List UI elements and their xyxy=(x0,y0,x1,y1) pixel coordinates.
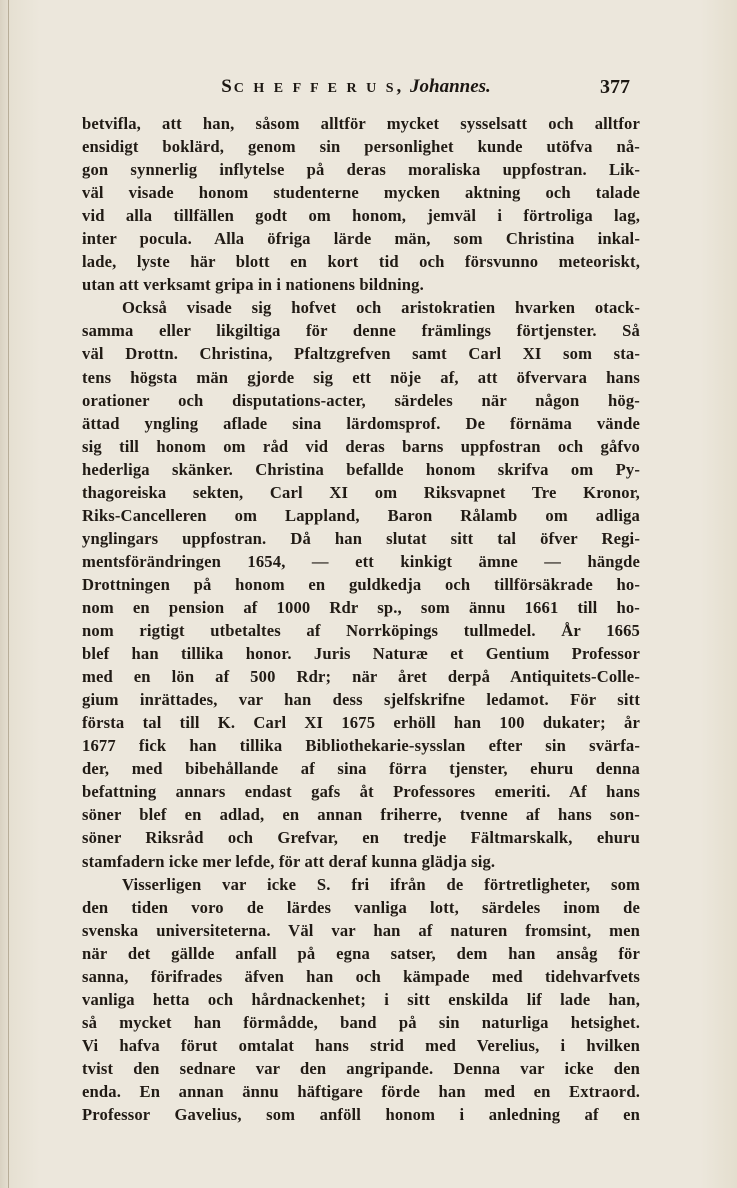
text-line: thagoreiska sekten, Carl XI om Riksvapnet Tre Kronor, xyxy=(82,482,640,502)
text-line: mentsförändringen 1654, — ett kinkigt ämne — hängde xyxy=(82,551,640,571)
text-line: Visserligen var icke S. fri ifrån de förtretligheter, som xyxy=(122,874,640,894)
text-line: tvist den sednare var den angripande. Denna var icke den xyxy=(82,1058,640,1078)
text-line: nom rigtigt utbetaltes af Norrköpings tullmedel. År 1665 xyxy=(82,621,640,641)
text-line: den tiden voro de lärdes vanliga lott, särdeles inom de xyxy=(82,897,640,917)
text-line: lade, lyste här blott en kort tid och försvunno meteoriskt, xyxy=(82,252,640,272)
running-head-separator: , xyxy=(396,76,411,97)
text-line: utan att verksamt gripa in i nationens bildning. xyxy=(82,275,424,295)
text-line: när det gällde anfall på egna satser, dem han ansåg för xyxy=(82,943,640,963)
text-line: vanliga hetta och hårdnackenhet; i sitt enskilda lif lade han, xyxy=(82,989,640,1009)
text-line: hederliga skänker. Christina befallde honom skrifva om Py- xyxy=(82,459,640,479)
text-line: Professor Gavelius, som anföll honom i anledning af en xyxy=(82,1105,640,1125)
text-line: gon synnerlig inflytelse på deras moraliska uppfostran. Lik- xyxy=(82,160,640,180)
text-line: första tal till K. Carl XI 1675 erhöll han 100 dukater; år xyxy=(82,713,640,733)
body-text xyxy=(82,112,640,1126)
running-head xyxy=(82,76,630,98)
text-line: enda. En annan ännu häftigare förde han med en Extraord. xyxy=(82,1081,640,1101)
text-line: söner Riksråd och Grefvar, en tredje Fältmarskalk, ehuru xyxy=(82,828,640,848)
text-line: Också visade sig hofvet och aristokratien hvarken otack- xyxy=(122,298,640,318)
text-line: sig till honom om råd vid deras barns uppfostran och gåfvo xyxy=(82,436,640,456)
text-line: söner blef en adlad, en annan friherre, tvenne af hans son- xyxy=(82,805,640,825)
page-number: 377 xyxy=(600,76,630,98)
running-head-name: Johannes. xyxy=(410,76,491,97)
text-line: orationer och disputations-acter, särdeles när någon hög- xyxy=(82,390,640,410)
text-line: betvifla, att han, såsom alltför mycket sysselsatt och alltfor xyxy=(82,114,640,133)
text-line: nom en pension af 1000 Rdr sp., som ännu 1661 till ho- xyxy=(82,597,640,617)
text-line: så mycket han förmådde, band på sin naturliga hetsighet. xyxy=(82,1012,640,1032)
text-line: Vi hafva förut omtalat hans strid med Verelius, i hvilken xyxy=(82,1035,640,1055)
text-line: tens högsta män gjorde sig ett nöje af, att öfvervara hans xyxy=(82,367,640,387)
text-line: gium inrättades, var han dess sjelfskrifne ledamot. För sitt xyxy=(82,690,640,710)
running-head-initial: S xyxy=(221,76,234,97)
running-head-caps: C H E F F E R U S xyxy=(233,81,397,96)
text-line: ensidigt boklärd, genom sin personlighet kunde utöfva nå- xyxy=(82,137,640,157)
text-line: väl visade honom studenterne mycken aktning och talade xyxy=(82,183,640,203)
text-line: samma eller likgiltiga för denne främlings förtjenster. Så xyxy=(82,321,640,341)
binding-edge xyxy=(8,0,9,1188)
text-line: ättad yngling aflade sina lärdomsprof. De förnäma vände xyxy=(82,413,640,433)
text-line: med en lön af 500 Rdr; när året derpå Antiquitets-Colle- xyxy=(82,667,640,687)
text-line: der, med bibehållande af sina förra tjenster, ehuru denna xyxy=(82,759,640,779)
text-line: svenska universiteterna. Väl var han af naturen fromsint, men xyxy=(82,920,640,940)
text-line: vid alla tillfällen godt om honom, jemväl i förtroliga lag, xyxy=(82,206,640,226)
text-line: inter pocula. Alla öfriga lärde män, som Christina inkal- xyxy=(82,229,640,249)
text-line: 1677 fick han tillika Bibliothekarie-sysslan efter sin svärfa- xyxy=(82,736,640,756)
text-line: befattning annars endast gafs åt Professores emeriti. Af hans xyxy=(82,782,640,802)
text-line: väl Drottn. Christina, Pfaltzgrefven samt Carl XI som sta- xyxy=(82,344,640,364)
text-line: sanna, förifrades äfven han och kämpade med tidehvarfvets xyxy=(82,966,640,986)
text-line: stamfadern icke mer lefde, för att deraf kunna glädja sig. xyxy=(82,851,496,871)
page-header xyxy=(82,76,630,106)
text-line: ynglingars uppfostran. Då han slutat sitt tal öfver Regi- xyxy=(82,528,640,548)
text-line: Riks-Cancelleren om Lappland, Baron Rålamb om adliga xyxy=(82,505,640,525)
text-line: blef han tillika honor. Juris Naturæ et Gentium Professor xyxy=(82,644,640,664)
text-line: Drottningen på honom en guldkedja och tillförsäkrade ho- xyxy=(82,574,640,594)
